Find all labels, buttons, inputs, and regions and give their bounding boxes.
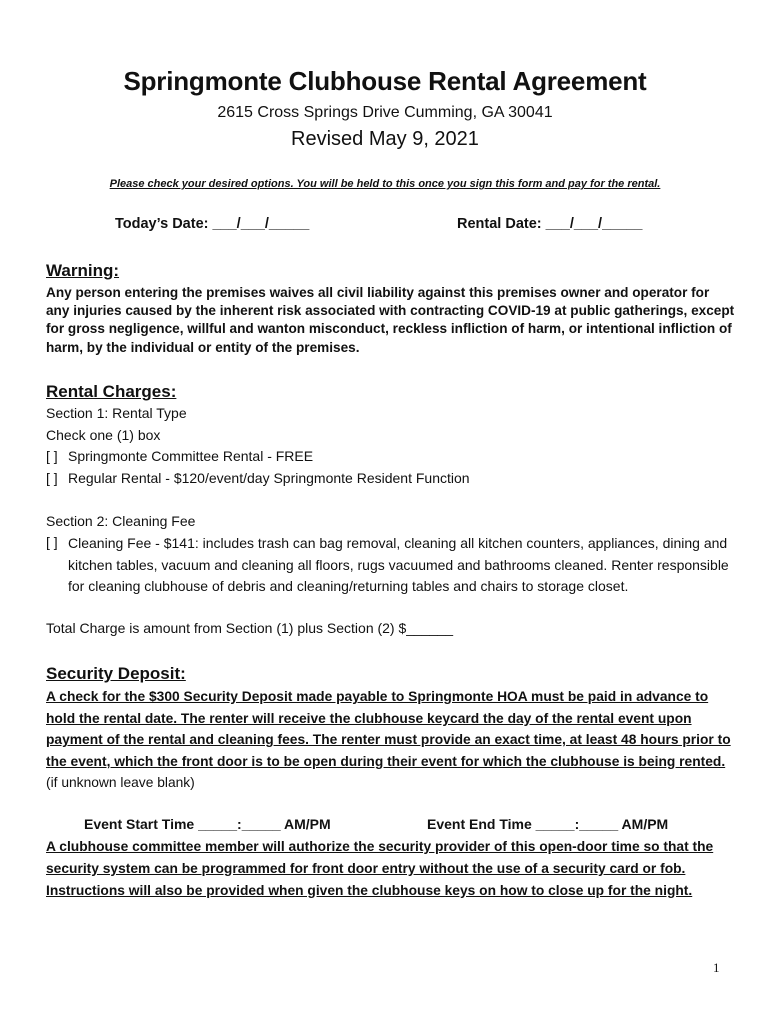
form-instruction: Please check your desired options. You will be held to this once you sign this form and pay for the rental. bbox=[109, 178, 661, 190]
checkbox-committee-rental: [ ] bbox=[46, 448, 58, 464]
checkbox-cleaning-fee: [ ] bbox=[46, 534, 58, 550]
committee-authorization-text: A clubhouse committee member will authorize the security provider of this open-door time so that the security system can be programmed for front door entry without the use of a security card or fob. Instructions will also be provided when given the clubhouse keys on how to close up for the night. bbox=[46, 839, 714, 898]
security-deposit-text bbox=[46, 686, 736, 794]
checkbox-regular-rental: [ ] bbox=[46, 470, 58, 486]
security-deposit-body: A check for the $300 Security Deposit made payable to Springmonte HOA must be paid in advance to hold the rental date. The renter will receive the clubhouse keycard the day of the rental event upon payment of the rental and cleaning fees. The renter must provide an exact time, at least 48 hours prior to the event, which the front door is to be open during their event for which the clubhouse is being rented. bbox=[46, 689, 731, 769]
rental-charges-heading: Rental Charges: bbox=[46, 382, 177, 401]
rental-date-field: Rental Date: ___/___/_____ bbox=[457, 216, 643, 232]
option-regular-rental: Regular Rental - $120/event/day Springmonte Resident Function bbox=[68, 470, 470, 486]
warning-text: Any person entering the premises waives all civil liability against this premises owner and operator for any injuries caused by the inherent risk associated with contracting COVID-19 at public gatherings, except for gross negligence, willful and wanton misconduct, reckless infliction of harm, or intentional infliction of harm, by the individual or entity of the premises. bbox=[46, 285, 735, 355]
todays-date-field: Today’s Date: ___/___/_____ bbox=[115, 216, 310, 232]
cleaning-fee-description: Cleaning Fee - $141: includes trash can bag removal, cleaning all kitchen counters, appliances, dining and kitchen tables, vacuum and cleaning all floors, rugs vacuumed and bathrooms cleaned. Renter responsible for cleaning clubhouse of debris and cleaning/returning tables and chairs to storage closet. bbox=[68, 535, 729, 594]
total-charge-line: Total Charge is amount from Section (1) plus Section (2) $______ bbox=[46, 620, 453, 636]
security-deposit-heading: Security Deposit: bbox=[46, 664, 186, 683]
document-title: Springmonte Clubhouse Rental Agreement bbox=[123, 66, 647, 96]
event-start-time-field: Event Start Time _____:_____ AM/PM bbox=[84, 816, 331, 832]
section2-title: Section 2: Cleaning Fee bbox=[46, 513, 196, 529]
clubhouse-address: 2615 Cross Springs Drive Cumming, GA 30041 bbox=[217, 104, 553, 121]
page-number: 1 bbox=[713, 960, 720, 975]
section1-instruction: Check one (1) box bbox=[46, 427, 161, 443]
warning-heading: Warning: bbox=[46, 261, 120, 280]
option-committee-rental: Springmonte Committee Rental - FREE bbox=[68, 448, 314, 464]
event-end-time-field: Event End Time _____:_____ AM/PM bbox=[427, 816, 669, 832]
revision-date: Revised May 9, 2021 bbox=[291, 128, 479, 150]
security-deposit-note: (if unknown leave blank) bbox=[46, 775, 195, 791]
section1-title: Section 1: Rental Type bbox=[46, 405, 187, 421]
